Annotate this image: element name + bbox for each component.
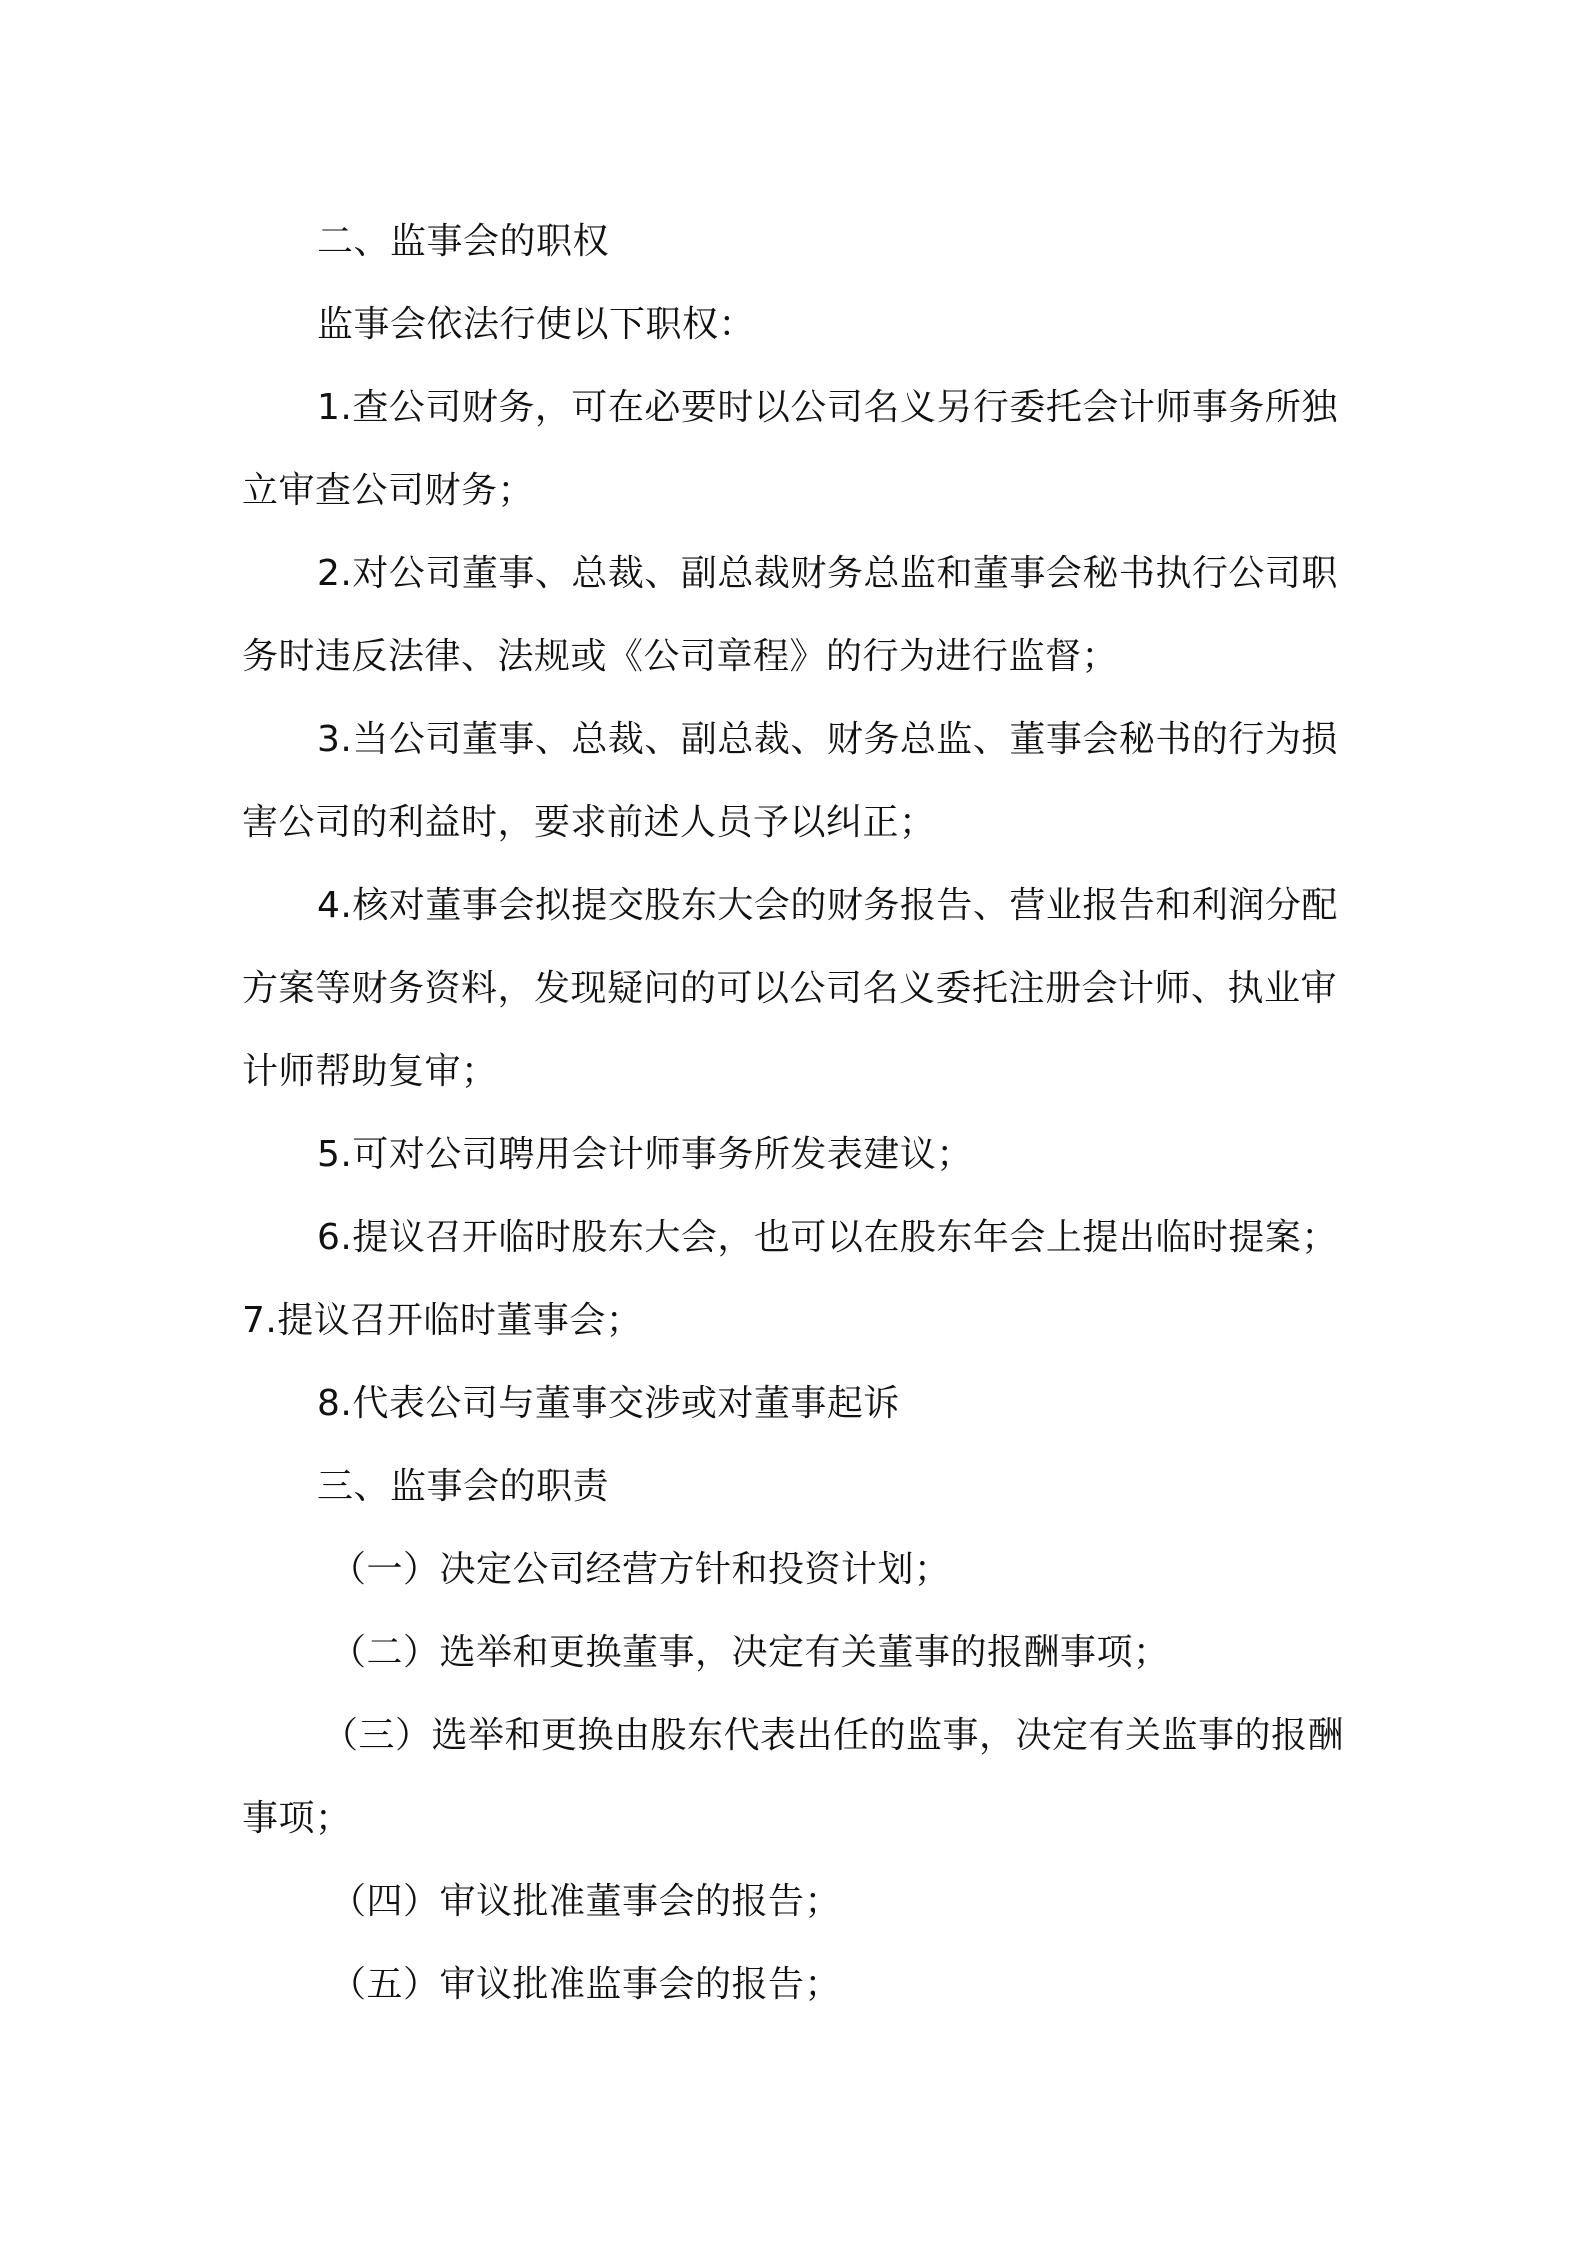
item-6: 6.提议召开临时股东大会，也可以在股东年会上提出临时提案； [317,1217,1338,1258]
section-heading-powers: 二、监事会的职权 [317,221,610,262]
duty-3-line-2: 事项； [242,1798,352,1839]
item-2-line-2: 务时违反法律、法规或《公司章程》的行为进行监督； [242,636,1119,677]
duty-3-line-1: （三）选举和更换由股东代表出任的监事，决定有关监事的报酬 [322,1715,1345,1756]
item-8: 8.代表公司与董事交涉或对董事起诉 [317,1383,900,1424]
item-4-line-1: 4.核对董事会拟提交股东大会的财务报告、营业报告和利润分配 [317,885,1338,926]
paragraph-intro: 监事会依法行使以下职权： [317,304,756,345]
item-2-line-1: 2.对公司董事、总裁、副总裁财务总监和董事会秘书执行公司职 [317,553,1338,594]
item-1-line-2: 立审查公司财务； [242,470,535,511]
item-3-line-1: 3.当公司董事、总裁、副总裁、财务总监、董事会秘书的行为损 [317,719,1338,760]
duty-4: （四）审议批准董事会的报告； [330,1881,842,1922]
duty-2: （二）选举和更换董事，决定有关董事的报酬事项； [330,1632,1170,1673]
duty-5: （五）审议批准监事会的报告； [330,1964,842,2005]
item-4-line-3: 计师帮助复审； [242,1051,498,1092]
duty-1: （一）决定公司经营方针和投资计划； [330,1549,951,1590]
item-3-line-2: 害公司的利益时，要求前述人员予以纠正； [242,802,936,843]
item-5: 5.可对公司聘用会计师事务所发表建议； [317,1134,973,1175]
item-1-line-1: 1.查公司财务，可在必要时以公司名义另行委托会计师事务所独 [317,387,1338,428]
item-4-line-2: 方案等财务资料，发现疑问的可以公司名义委托注册会计师、执业审 [242,968,1338,1009]
section-heading-duties: 三、监事会的职责 [317,1466,610,1507]
document-body [242,200,1362,2026]
item-7: 7.提议召开临时董事会； [242,1300,643,1341]
